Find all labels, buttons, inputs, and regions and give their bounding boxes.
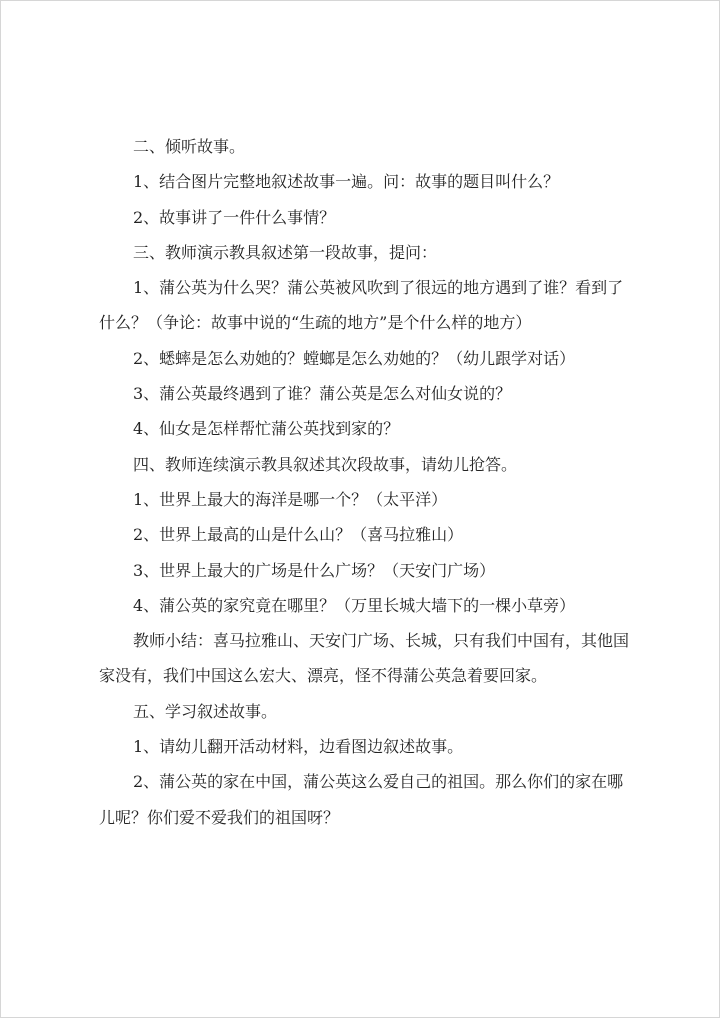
list-item: 2、故事讲了一件什么事情？	[133, 207, 336, 227]
list-item: 3、世界上最大的广场是什么广场？（天安门广场）	[133, 560, 496, 580]
list-item: 1、请幼儿翻开活动材料，边看图边叙述故事。	[133, 737, 464, 757]
list-item: 2、世界上最高的山是什么山？（喜马拉雅山）	[133, 525, 464, 545]
list-item: 1、结合图片完整地叙述故事一遍。问：故事的题目叫什么？	[133, 172, 560, 192]
section-heading-demo-first: 三、教师演示教具叙述第一段故事，提问：	[133, 242, 438, 262]
section-heading-demo-second: 四、教师连续演示教具叙述其次段故事，请幼儿抢答。	[133, 454, 518, 474]
list-item: 4、仙女是怎样帮忙蒲公英找到家的？	[133, 419, 400, 439]
section-heading-retell: 五、学习叙述故事。	[133, 701, 278, 721]
document-body	[99, 129, 639, 835]
teacher-summary: 教师小结：喜马拉雅山、天安门广场、长城，只有我们中国有，其他国家没有，我们中国这么宏大、漂亮，怪不得蒲公英急着要回家。	[99, 631, 630, 686]
list-item: 1、蒲公英为什么哭？蒲公英被风吹到了很远的地方遇到了谁？看到了什么？（争论：故事中说的“生疏的地方”是个什么样的地方）	[99, 278, 624, 333]
list-item: 2、蟋蟀是怎么劝她的？螳螂是怎么劝她的？（幼儿跟学对话）	[133, 348, 576, 368]
list-item: 4、蒲公英的家究竟在哪里？（万里长城大墙下的一棵小草旁）	[133, 595, 576, 615]
section-heading-listen: 二、倾听故事。	[133, 137, 246, 156]
list-item: 3、蒲公英最终遇到了谁？蒲公英是怎么对仙女说的？	[133, 384, 512, 404]
list-item: 1、世界上最大的海洋是哪一个？（太平洋）	[133, 489, 448, 509]
list-item: 2、蒲公英的家在中国，蒲公英这么爱自己的祖国。那么你们的家在哪儿呢？你们爱不爱我们的祖国呀？	[99, 772, 624, 827]
